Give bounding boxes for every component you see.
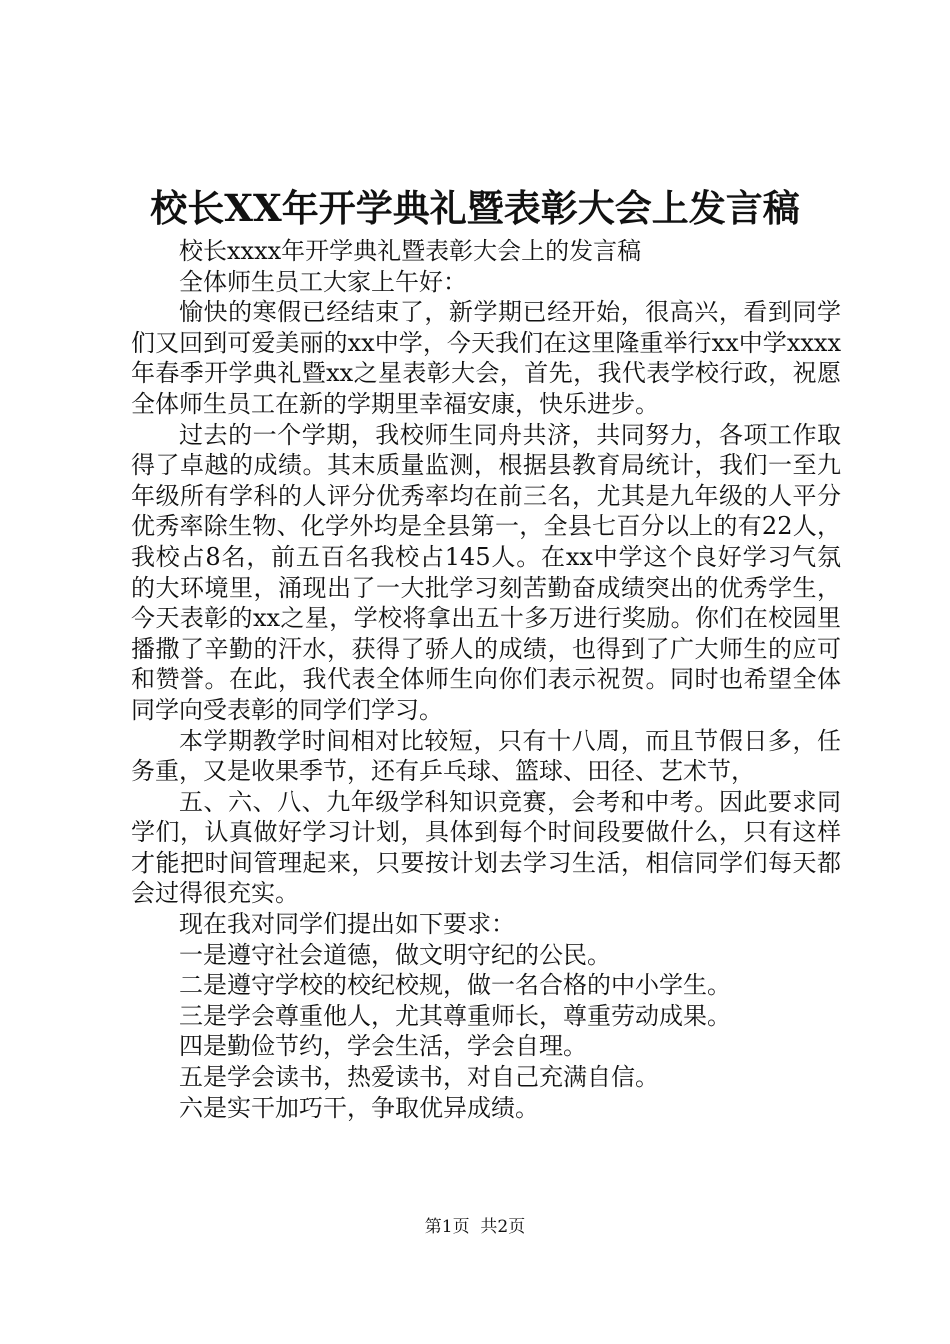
paragraph: 六是实干加巧干，争取优异成绩。 (179, 1093, 539, 1122)
paragraph: 过去的一个学期，我校师生同舟共济，共同努力，各项工作取得了卓越的成绩。其末质量监测，根据县教育局统计，我们一至九年级所有学科的人评分优秀率均在前三名，尤其是九年级的人平分优秀率除生物、化学外均是全县第一，全县七百分以上的有22人，我校占8名，前五百名我校占145人。在xx中学这个良好学习气氛的大环境里，涌现出了一大批学习刻苦勤奋成绩突出的优秀学生，今天表彰的xx之星，学校将拿出五十多万进行奖励。你们在校园里播撒了辛勤的汗水，获得了骄人的成绩，也得到了广大师生的应可和赞誉。在此，我代表全体师生向你们表示祝贺。同时也希望全体同学向受表彰的同学们学习。 (131, 420, 841, 724)
paragraph: 校长xxxx年开学典礼暨表彰大会上的发言稿 (179, 237, 642, 265)
paragraph: 一是遵守社会道德，做文明守纪的公民。 (179, 940, 611, 969)
paragraph: 本学期教学时间相对比较短，只有十八周，而且节假日多，任务重，又是收果季节，还有乒乓球、篮球、田径、艺术节， (131, 726, 841, 786)
document-title: 校长XX年开学典礼暨表彰大会上发言稿 (150, 186, 800, 230)
paragraph: 四是勤俭节约，学会生活，学会自理。 (179, 1032, 587, 1061)
paragraph: 二是遵守学校的校纪校规，做一名合格的中小学生。 (179, 971, 731, 1000)
paragraph: 五是学会读书，热爱读书，对自己充满自信。 (179, 1063, 659, 1092)
page-number-footer: 第1页 共2页 (424, 1217, 526, 1237)
paragraph: 五、六、八、九年级学科知识竞赛，会考和中考。因此要求同学们，认真做好学习计划，具体到每个时间段要做什么，只有这样才能把时间管理起来，只要按计划去学习生活，相信同学们每天都会过得很充实。 (131, 787, 841, 908)
paragraph: 愉快的寒假已经结束了，新学期已经开始，很高兴，看到同学们又回到可爱美丽的xx中学，今天我们在这里隆重举行xx中学xxxx年春季开学典礼暨xx之星表彰大会，首先，我代表学校行政，祝愿全体师生员工在新的学期里幸福安康，快乐进步。 (131, 298, 841, 418)
paragraph: 三是学会尊重他人，尤其尊重师长，尊重劳动成果。 (179, 1001, 731, 1030)
paragraph: 全体师生员工大家上午好： (179, 267, 467, 296)
paragraph: 现在我对同学们提出如下要求： (179, 910, 515, 939)
document-body (131, 236, 841, 1123)
